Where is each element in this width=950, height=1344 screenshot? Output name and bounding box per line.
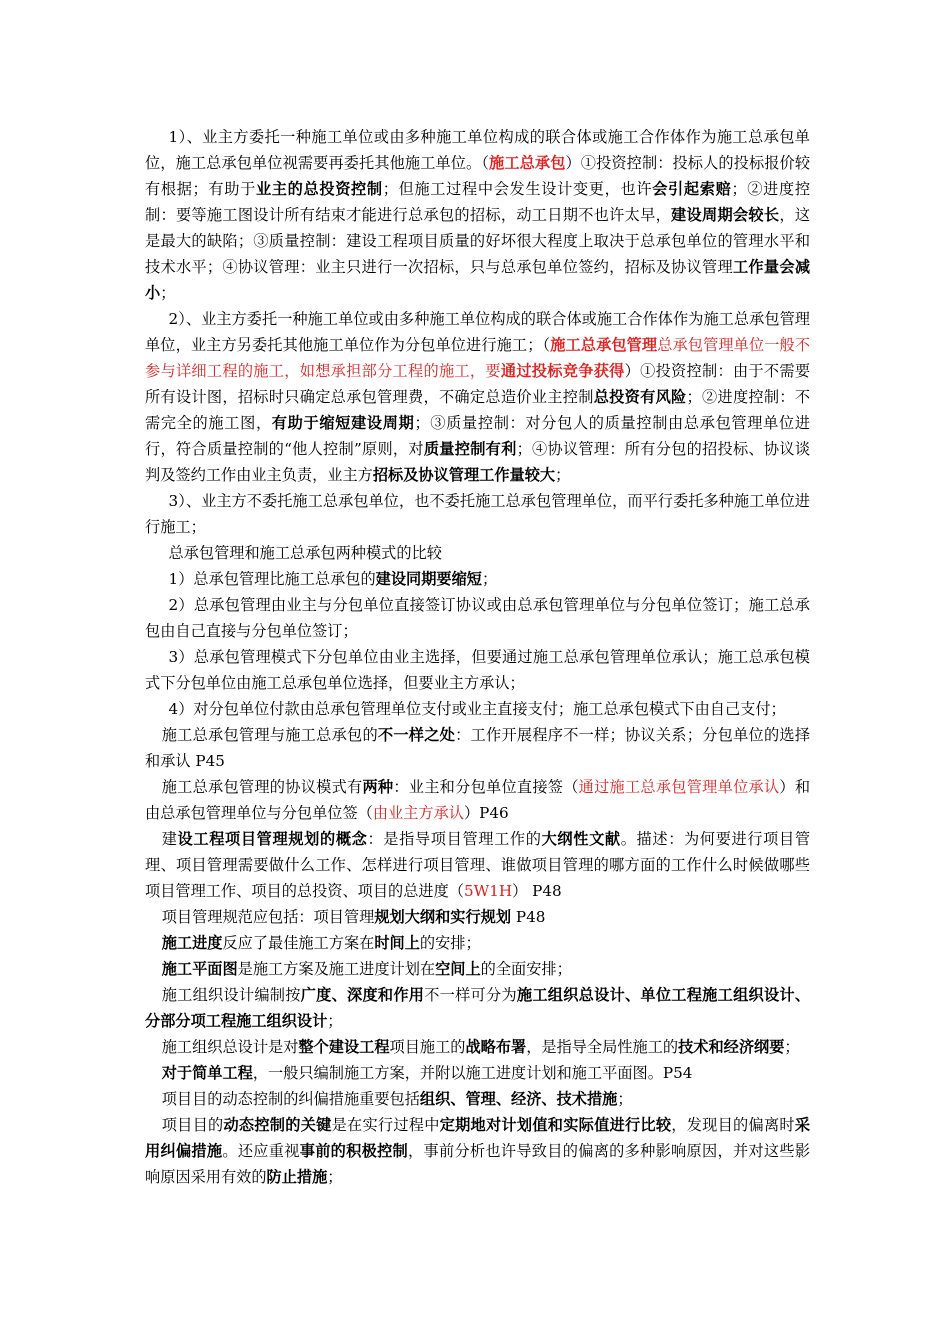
paragraph-management-standard — [145, 904, 810, 930]
text: ）和由总承包管理单位与分包单位签（ — [145, 778, 811, 822]
bold-text: 空间上 — [435, 960, 481, 978]
text: ，发现目的偏离时 — [671, 1116, 795, 1134]
text: ； — [327, 1168, 343, 1186]
text: ） P48 — [512, 882, 562, 900]
text: 项目目的动态控制的纠偏措施重要包括 — [161, 1090, 420, 1108]
bold-text: 质量控制有利 — [423, 440, 517, 458]
text: ）①投资控制：投标人的投标报价较有根据；有助于 — [145, 154, 811, 198]
text: 项目管理规范应包括：项目管理 — [161, 908, 375, 926]
text: 项目目的 — [161, 1116, 224, 1134]
bold-text: 规划大纲和实行规划 — [374, 908, 512, 926]
highlight-red: 5W1H — [463, 882, 513, 900]
bold-text: 大纲性文献 — [541, 830, 621, 848]
paragraph-contract-modes — [145, 774, 810, 826]
text: 施工总承包管理与施工总承包的 — [161, 726, 378, 744]
text: ； — [160, 284, 176, 302]
highlight-red: 施工总承包管理 — [550, 336, 658, 354]
text: ； — [784, 1038, 800, 1056]
bold-text: 时间上 — [374, 934, 420, 952]
text: 施工组织设计编制按 — [161, 986, 301, 1004]
text: 是在实行过程中 — [331, 1116, 440, 1134]
paragraph-simple-project — [145, 1060, 810, 1086]
paragraph-general-contracting — [145, 124, 810, 306]
paragraph-parallel-contracting: 3）、业主方不委托施工总承包单位，也不委托施工总承包管理单位，而平行委托多种施工单位进行施工； — [145, 492, 810, 536]
highlight-red: 由业主方承认 — [372, 804, 464, 822]
bold-text: 招标及协议管理工作量较大 — [372, 466, 556, 484]
highlight-red: 总承包管理单位一般不参与详细工程的施工，如想承担部分工程的施工，要 — [145, 336, 811, 380]
comparison-item-2: 2）总承包管理由业主与分包单位直接签订协议或由总承包管理单位与分包单位签订；施工总承包由自己直接与分包单位签订； — [145, 596, 810, 640]
paragraph-corrective-measures — [145, 1086, 810, 1112]
paragraph-planning-concept — [145, 826, 810, 904]
text: ：工作开展程序不一样；协议关系；分包单位的选择和承认 P45 — [145, 726, 811, 770]
text: ；③质量控制：对分包人的质量控制由总承包管理单位进行，符合质量控制的“他人控制”原则，对 — [145, 414, 811, 458]
bold-text: 采用纠偏措施 — [145, 1116, 811, 1160]
text: 2）、业主方委托一种施工单位或由多种施工单位构成的联合体或施工合作体作为施工总承包管理单位，业主方另委托其他施工单位作为分包单位进行施工；（ — [145, 310, 810, 354]
text: ，一般只编制施工方案，并附以施工进度计划和施工平面图。P54 — [252, 1064, 693, 1082]
bold-text: 技术和经济纲要 — [678, 1038, 785, 1056]
text: ：是指导项目管理工作的 — [367, 830, 542, 848]
bold-text: 施工组织总设计、单位工程施工组织设计、分部分项工程施工组织设计 — [145, 986, 811, 1030]
paragraph-general-contracting-management — [145, 306, 810, 488]
text: 的全面安排； — [480, 960, 572, 978]
bold-text: 动态控制的关键 — [223, 1116, 332, 1134]
paragraph-site-plan — [145, 956, 810, 982]
bold-text: 广度、深度和作用 — [300, 986, 425, 1004]
bold-text: 对于简单工程 — [161, 1064, 253, 1082]
bold-text: 施工平面图 — [161, 960, 238, 978]
bold-text: 不一样之处 — [377, 726, 456, 744]
bold-text: 建设周期会较长 — [671, 206, 780, 224]
bold-text: 定期地对计划值和实际值进行比较 — [439, 1116, 672, 1134]
text: ； — [555, 466, 571, 484]
bold-text: 组织、管理、经济、技术措施 — [419, 1090, 618, 1108]
paragraph-construction-schedule — [145, 930, 810, 956]
bold-text: 战略布署 — [465, 1038, 527, 1056]
text: ；②进度控制：不需完全的施工图， — [145, 388, 811, 432]
text: 1）总承包管理比施工总承包的 — [168, 570, 376, 588]
bold-text: 防止措施 — [266, 1168, 328, 1186]
bold-text: 有助于缩短建设周期 — [271, 414, 415, 432]
text: ：业主和分包单位直接签（ — [393, 778, 579, 796]
highlight-red: 通过投标竞争获得 — [500, 362, 625, 380]
text: 施工总承包管理的协议模式有 — [161, 778, 363, 796]
paragraph-differences — [145, 722, 810, 774]
bold-text: 设工程项目管理规划的概念 — [177, 830, 368, 848]
text: ，事前分析也许导致目的偏离的多种影响原因，并对这些影响原因采用有效的 — [145, 1142, 811, 1186]
text: 。还应重视 — [222, 1142, 300, 1160]
bold-text: 工作量会减小 — [145, 258, 811, 302]
text: ）①投资控制：由于不需要所有设计图，招标时只确定总承包管理费，不确定总造价业主控制 — [145, 362, 811, 406]
text: 。描述：为何要进行项目管理、项目管理需要做什么工作、怎样进行项目管理、谁做项目管理的哪方面的工作什么时候做哪些项目管理工作、项目的总投资、项目的总进度（ — [145, 830, 811, 900]
bold-text: 总投资有风险 — [593, 388, 687, 406]
text: 不一样可分为 — [424, 986, 517, 1004]
text: ；④协议管理：所有分包的招投标、协议谈判及签约工作由业主负责，业主方 — [145, 440, 811, 484]
text: 是施工方案及施工进度计划在 — [237, 960, 436, 978]
bold-text: 会引起索赔 — [652, 180, 732, 198]
bold-text: 施工进度 — [161, 934, 223, 952]
text: ，这是最大的缺陷；③质量控制：建设工程项目质量的好坏很大程度上取决于总承包单位的管理水平和技术水平；④协议管理：业主只进行一次招标，只与总承包单位签约，招标及协议管理 — [145, 206, 811, 276]
text: ）P46 — [463, 804, 509, 822]
text: 1）、业主方委托一种施工单位或由多种施工单位构成的联合体或施工合作体作为施工总承包单位，施工总承包单位视需要再委托其他施工单位。（ — [145, 128, 810, 172]
bold-text: 建设同期要缩短 — [375, 570, 482, 588]
text: 建 — [161, 830, 178, 848]
text: ；但施工过程中会发生设计变更，也许 — [382, 180, 653, 198]
paragraph-comparison-heading: 总承包管理和施工总承包两种模式的比较 — [168, 544, 442, 562]
text: P48 — [511, 908, 546, 926]
text: 项目施工的 — [389, 1038, 466, 1056]
text: ，是指导全局性施工的 — [526, 1038, 679, 1056]
paragraph-dynamic-control — [145, 1112, 810, 1190]
bold-text: 两种 — [362, 778, 394, 796]
comparison-item-1 — [145, 566, 810, 592]
bold-text: 业主的总投资控制 — [255, 180, 383, 198]
paragraph-general-design — [145, 1034, 810, 1060]
text: 反应了最佳施工方案在 — [222, 934, 375, 952]
text: 的安排； — [419, 934, 481, 952]
comparison-item-3: 3）总承包管理模式下分包单位由业主选择，但要通过施工总承包管理单位承认；施工总承包模式下分包单位由施工总承包单位选择，但要业主方承认； — [145, 648, 810, 692]
text: ； — [327, 1012, 343, 1030]
bold-text: 事前的积极控制 — [299, 1142, 409, 1160]
highlight-red: 通过施工总承包管理单位承认 — [578, 778, 780, 796]
highlight-red: 施工总承包 — [489, 154, 566, 172]
bold-text: 整个建设工程 — [298, 1038, 390, 1056]
text: ； — [617, 1090, 633, 1108]
comparison-item-4: 4）对分包单位付款由总承包管理单位支付或业主直接支付；施工总承包模式下由自己支付； — [168, 700, 786, 718]
paragraph-organization-design — [145, 982, 810, 1034]
text: 施工组织总设计是对 — [161, 1038, 299, 1056]
text: ；②进度控制：要等施工图设计所有结束才能进行总承包的招标，动工日期不也许太早， — [145, 180, 811, 224]
document-body — [145, 124, 810, 1190]
text: ； — [481, 570, 498, 588]
